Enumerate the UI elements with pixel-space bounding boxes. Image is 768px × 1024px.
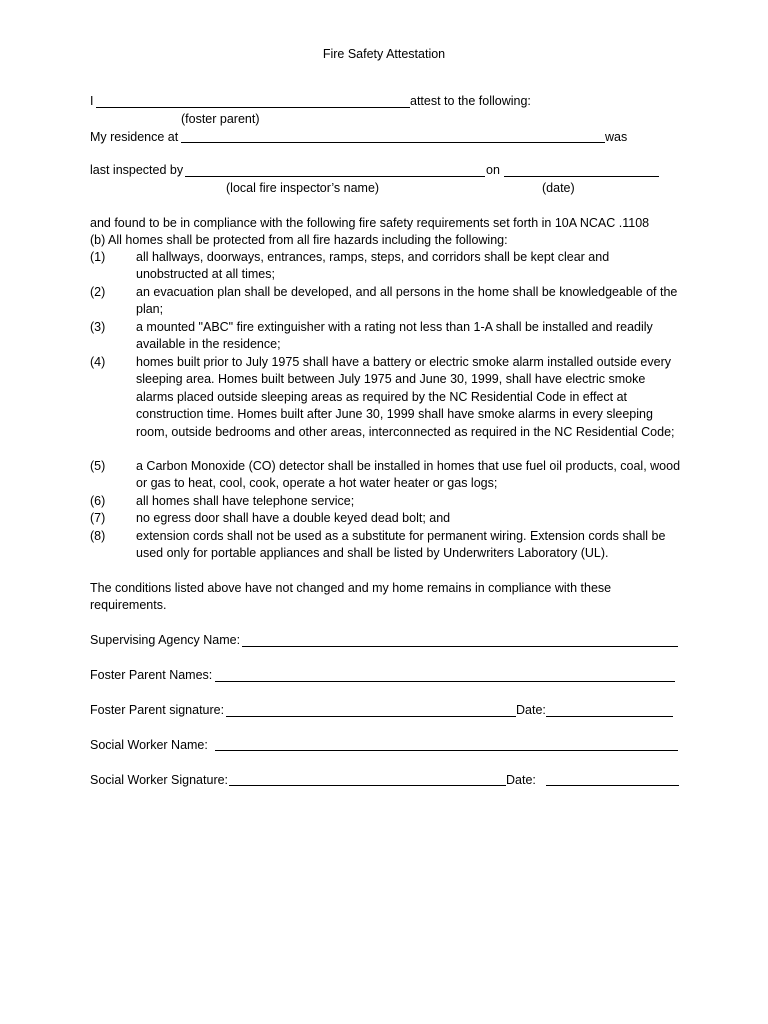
residence-label: My residence at — [90, 130, 179, 144]
foster-parent-date-field[interactable] — [546, 716, 673, 717]
requirement-number: (1) — [90, 250, 106, 264]
foster-parent-caption: (foster parent) — [181, 112, 260, 126]
requirement-text: homes built prior to July 1975 shall have a battery or electric smoke alarm installed outside every sleeping area. Homes built between July 1975 and June 30, 1999, shall have electric smoke alarms placed outside sleeping areas as required by the NC Residential Code in effect at construction time. Homes built after June 30, 1999 shall have smoke alarms in every sleeping room, outside bedrooms and other areas, interconnected as required in the NC Residential Code; — [136, 355, 675, 439]
date-label: Date: — [516, 703, 546, 717]
inspection-date-line[interactable] — [504, 176, 659, 177]
requirement-text: extension cords shall not be used as a substitute for permanent wiring. Extension cords shall be used only for portable appliances and shall be listed by Underwriters Laboratory (UL). — [136, 529, 666, 561]
requirement-number: (7) — [90, 511, 106, 525]
inspector-name-line[interactable] — [185, 176, 485, 177]
supervising-agency-field[interactable] — [242, 646, 678, 647]
was-text: was — [605, 130, 628, 144]
requirement-number: (5) — [90, 459, 106, 473]
social-worker-name-label: Social Worker Name: — [90, 738, 208, 752]
subsection-text: (b) All homes shall be protected from all fire hazards including the following: — [90, 233, 508, 247]
foster-parent-names-field[interactable] — [215, 681, 675, 682]
document-title: Fire Safety Attestation — [322, 47, 446, 61]
date-caption: (date) — [542, 181, 575, 195]
requirement-text: all homes shall have telephone service; — [136, 494, 355, 508]
foster-parent-signature-field[interactable] — [226, 716, 516, 717]
intro-text: and found to be in compliance with the following fire safety requirements set forth in 10A NCAC .1108 — [90, 216, 650, 230]
residence-address-line[interactable] — [181, 142, 605, 143]
requirement-text: a mounted "ABC" fire extinguisher with a rating not less than 1-A shall be installed and readily available in the residence; — [136, 320, 653, 352]
date-label-2: Date: — [506, 773, 536, 787]
social-worker-signature-label: Social Worker Signature: — [90, 773, 229, 787]
social-worker-date-field[interactable] — [546, 785, 679, 786]
requirement-text: a Carbon Monoxide (CO) detector shall be installed in homes that use fuel oil products, coal, wood or gas to heat, cool, cook, operate a hot water heater or gas logs; — [136, 459, 681, 491]
social-worker-signature-field[interactable] — [229, 785, 506, 786]
i-label: I — [90, 94, 94, 108]
foster-parent-names-label: Foster Parent Names: — [90, 668, 213, 682]
requirement-number: (8) — [90, 529, 106, 543]
requirement-text: an evacuation plan shall be developed, and all persons in the home shall be knowledgeable of the plan; — [136, 285, 678, 317]
inspected-label: last inspected by — [90, 163, 184, 177]
conditions-text: The conditions listed above have not changed and my home remains in compliance with these requirements. — [90, 581, 612, 613]
on-text: on — [486, 163, 500, 177]
requirement-number: (3) — [90, 320, 106, 334]
requirement-number: (6) — [90, 494, 106, 508]
attest-text: attest to the following: — [410, 94, 531, 108]
social-worker-name-field[interactable] — [215, 750, 678, 751]
foster-parent-name-line[interactable] — [96, 107, 410, 108]
requirement-number: (4) — [90, 355, 106, 369]
requirement-text: no egress door shall have a double keyed dead bolt; and — [136, 511, 451, 525]
supervising-agency-label: Supervising Agency Name: — [90, 633, 241, 647]
inspector-caption: (local fire inspector’s name) — [226, 181, 380, 195]
foster-parent-signature-label: Foster Parent signature: — [90, 703, 225, 717]
requirement-number: (2) — [90, 285, 106, 299]
requirement-text: all hallways, doorways, entrances, ramps, steps, and corridors shall be kept clear and unobstructed at all times; — [136, 250, 610, 282]
